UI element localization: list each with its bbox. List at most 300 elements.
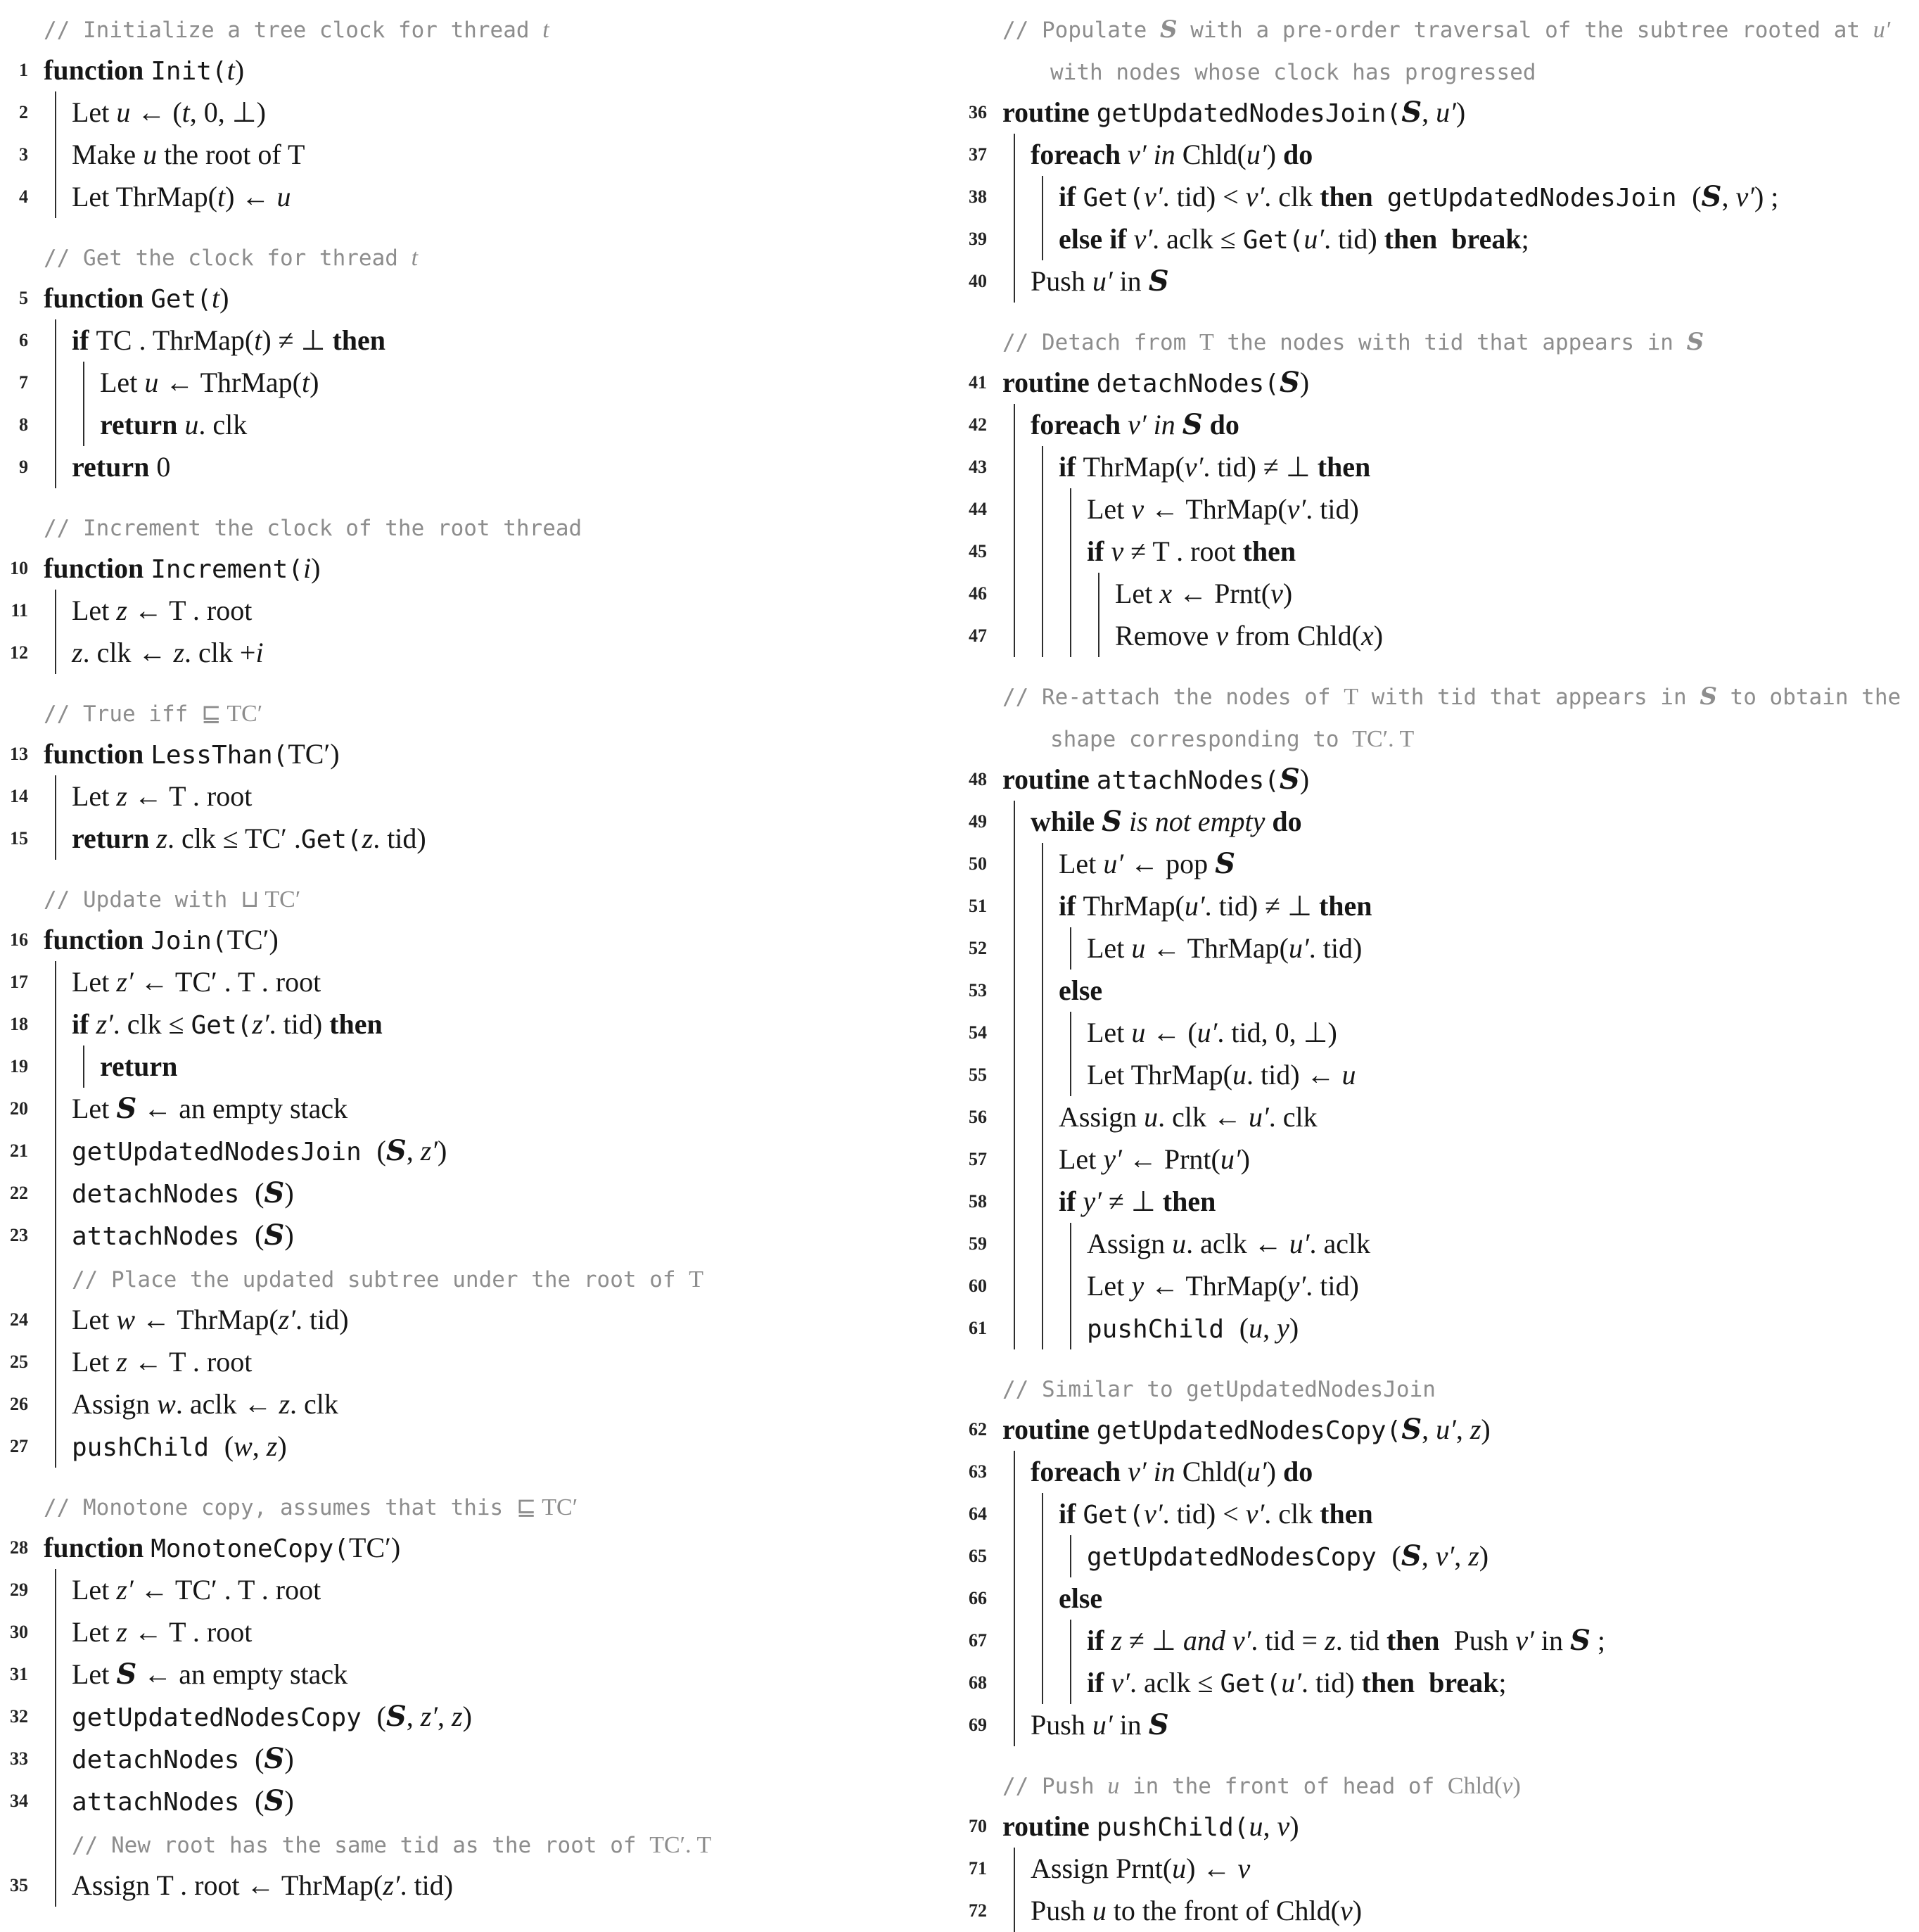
indent-rule — [1070, 1535, 1071, 1577]
code-text — [72, 319, 385, 362]
line-number: 17 — [10, 972, 28, 992]
indent-rule — [1014, 1307, 1015, 1349]
line-number: 5 — [19, 288, 28, 308]
line-number: 36 — [969, 102, 987, 122]
code-segment: . tid) ≠ ⊥ — [1203, 451, 1318, 483]
code-segment: z′ — [278, 1304, 295, 1335]
code-segment: // Similar to getUpdatedNodesJoin — [1002, 1377, 1436, 1402]
code-line — [959, 260, 1919, 303]
indent-rule — [55, 134, 56, 176]
code-segment: u′ — [1289, 1228, 1310, 1259]
code-line — [0, 1569, 957, 1611]
code-segment: Get( — [1083, 184, 1145, 212]
code-line — [959, 573, 1919, 615]
comment-line — [959, 49, 1919, 91]
indent-rule — [55, 961, 56, 1003]
code-segment: ) — [1282, 578, 1293, 609]
code-segment: u — [184, 409, 199, 440]
code-segment: else — [1059, 974, 1103, 1006]
line-number: 56 — [969, 1107, 987, 1127]
code-segment: u — [116, 96, 131, 128]
code-text — [72, 961, 321, 1003]
indent-rule — [1070, 1662, 1071, 1704]
code-segment: S — [1102, 805, 1123, 838]
code-segment: Assign — [72, 1388, 158, 1420]
code-segment: x — [1360, 620, 1374, 652]
code-segment: Assign Prnt( — [1031, 1852, 1173, 1884]
code-segment: Let — [72, 1093, 117, 1124]
code-line — [959, 927, 1919, 970]
code-text — [44, 49, 244, 93]
indent-rule — [1042, 1012, 1043, 1054]
indent-rule — [1070, 1012, 1071, 1054]
code-line — [959, 218, 1919, 260]
code-segment: . clk — [1268, 1101, 1318, 1133]
code-segment: ( — [376, 1135, 386, 1167]
code-segment: v′ — [1435, 1540, 1455, 1572]
code-segment: v′ — [1128, 1456, 1147, 1487]
code-segment: do — [1272, 806, 1302, 837]
code-segment: break — [1429, 1667, 1499, 1698]
code-segment: // Re-attach the nodes of — [1002, 685, 1344, 710]
code-segment: v — [1216, 620, 1229, 652]
code-segment: z — [1469, 1413, 1481, 1445]
comment-text — [44, 877, 300, 921]
indent-rule — [1042, 488, 1043, 530]
code-line — [959, 1620, 1919, 1662]
line-number: 26 — [10, 1394, 28, 1414]
code-segment: getUpdatedNodesJoin — [1386, 184, 1692, 212]
code-line — [0, 1003, 957, 1046]
code-segment: u — [1249, 1312, 1263, 1344]
code-segment: Get( — [1220, 1670, 1282, 1698]
indent-rule — [1042, 1223, 1043, 1265]
comment-text — [1050, 49, 1536, 94]
code-segment: ( — [255, 1743, 264, 1774]
code-segment: ← an empty stack — [136, 1658, 348, 1690]
code-segment: u — [1232, 1059, 1247, 1091]
code-segment: return — [72, 822, 157, 854]
code-segment: S — [1686, 328, 1704, 356]
code-segment: ) — [1266, 139, 1283, 170]
code-text — [1087, 927, 1362, 970]
line-number: 48 — [969, 769, 987, 789]
code-text — [1002, 1805, 1299, 1849]
code-segment: pushChild( — [1096, 1813, 1249, 1842]
line-number: 57 — [969, 1149, 987, 1169]
code-segment: // Push — [1002, 1774, 1108, 1799]
code-segment: . clk + — [184, 637, 256, 668]
code-segment: the nodes with tid that appears in — [1213, 330, 1687, 355]
code-segment: Init( — [151, 57, 227, 86]
code-segment: Let — [1115, 578, 1160, 609]
code-segment: u′ — [1197, 1017, 1218, 1048]
code-segment: ← T . root — [127, 1616, 253, 1648]
code-segment: then — [1242, 535, 1296, 567]
code-segment: z′ — [383, 1869, 400, 1901]
code-segment: . tid) ≠ ⊥ — [1204, 890, 1319, 922]
code-segment: ) — [284, 1743, 294, 1774]
code-segment: Let — [1059, 848, 1104, 879]
code-segment: ( — [255, 1177, 264, 1209]
code-segment: shape corresponding to — [1050, 727, 1353, 752]
indent-rule — [55, 632, 56, 674]
code-segment: ← ThrMap( — [1144, 493, 1287, 525]
comment-text — [1002, 674, 1901, 718]
indent-rule — [1014, 1223, 1015, 1265]
code-line — [0, 1864, 957, 1907]
indent-rule — [55, 1341, 56, 1383]
line-number: 22 — [10, 1183, 28, 1203]
indent-rule — [55, 1172, 56, 1214]
comment-text — [1050, 716, 1414, 761]
line-number: 35 — [10, 1875, 28, 1895]
code-segment: Get( — [151, 285, 212, 314]
code-segment: . clk — [1264, 1498, 1320, 1530]
code-segment: z — [156, 822, 167, 854]
code-segment: z′ — [252, 1008, 269, 1040]
code-line — [0, 1527, 957, 1569]
comment-line — [959, 674, 1919, 716]
code-segment: do — [1282, 1456, 1313, 1487]
indent-rule — [55, 1653, 56, 1696]
line-number: 18 — [10, 1014, 28, 1034]
code-segment: Push — [1439, 1625, 1516, 1656]
code-line — [0, 547, 957, 590]
code-segment: y′ — [1083, 1186, 1102, 1217]
code-segment: . aclk ← — [175, 1388, 279, 1420]
indent-rule — [1042, 970, 1043, 1012]
code-segment: Get( — [300, 825, 362, 854]
code-line — [959, 1805, 1919, 1848]
code-segment: v′ — [1111, 1667, 1130, 1698]
code-segment: . tid, 0, ⊥) — [1217, 1017, 1337, 1048]
code-segment: u — [1131, 1017, 1146, 1048]
code-segment: S — [1569, 1624, 1590, 1657]
indent-rule — [1042, 1138, 1043, 1181]
code-line — [0, 590, 957, 632]
indent-rule — [55, 404, 56, 446]
code-segment: ( — [1692, 181, 1702, 212]
code-segment: getUpdatedNodesCopy — [1087, 1543, 1392, 1572]
code-segment: Chld( — [1182, 139, 1247, 170]
code-segment: in — [1112, 1709, 1149, 1741]
line-number: 28 — [10, 1537, 28, 1558]
code-text — [1115, 573, 1292, 615]
code-segment: u′ — [1092, 265, 1113, 297]
code-segment: 0 — [156, 451, 171, 483]
indent-rule — [55, 1738, 56, 1780]
code-segment: detachNodes — [72, 1180, 255, 1209]
line-number: 69 — [969, 1715, 987, 1735]
code-segment: z — [362, 822, 374, 854]
indent-rule — [1014, 134, 1015, 176]
code-text — [72, 1003, 383, 1047]
code-text — [1002, 91, 1465, 135]
code-segment: z — [279, 1388, 291, 1420]
code-text — [1087, 1012, 1337, 1054]
line-number: 7 — [19, 372, 28, 393]
indent-rule — [55, 1046, 56, 1088]
line-number: 63 — [969, 1461, 987, 1482]
indent-rule — [1042, 1096, 1043, 1138]
code-segment: , — [1454, 1540, 1469, 1572]
code-line — [0, 134, 957, 176]
line-number: 70 — [969, 1816, 987, 1836]
code-segment: ← pop — [1123, 848, 1216, 879]
code-segment: ( — [1239, 1312, 1249, 1344]
code-segment — [1437, 223, 1451, 255]
code-segment: u′ — [1103, 848, 1124, 879]
line-number: 60 — [969, 1276, 987, 1296]
code-segment: Let — [72, 1304, 117, 1335]
code-segment: if — [1059, 1186, 1083, 1217]
code-segment: routine — [1002, 367, 1097, 398]
code-line — [0, 1341, 957, 1383]
code-segment: ( — [376, 1701, 386, 1732]
line-number: 16 — [10, 929, 28, 950]
code-segment: function — [44, 738, 151, 770]
code-segment: to the front of Chld( — [1106, 1895, 1340, 1926]
indent-rule — [1014, 1054, 1015, 1096]
code-segment: in — [1146, 409, 1182, 440]
code-segment: v′ — [1245, 1498, 1265, 1530]
code-segment: z′ — [96, 1008, 113, 1040]
indent-rule — [55, 775, 56, 818]
indent-rule — [1042, 1662, 1043, 1704]
code-text — [1087, 1662, 1507, 1705]
indent-rule — [1098, 615, 1099, 657]
indent-rule — [1042, 843, 1043, 885]
line-number: 9 — [19, 457, 28, 477]
code-segment: . tid) < — [1162, 181, 1246, 212]
code-segment: getUpdatedNodesCopy — [72, 1703, 377, 1732]
code-segment: function — [44, 1532, 151, 1563]
line-number: 4 — [19, 186, 28, 207]
code-segment: , — [1421, 1540, 1436, 1572]
code-line — [959, 1451, 1919, 1493]
code-segment: u′ — [1220, 1143, 1241, 1175]
code-line — [0, 277, 957, 319]
comment-text — [72, 1822, 711, 1867]
code-segment: then — [1320, 1498, 1373, 1530]
code-text — [44, 733, 340, 777]
code-line — [959, 91, 1919, 134]
code-segment: ) — [1479, 1540, 1489, 1572]
code-segment: ) — [1299, 763, 1310, 795]
code-line — [959, 758, 1919, 801]
line-number: 64 — [969, 1504, 987, 1524]
code-segment: ← an empty stack — [136, 1093, 348, 1124]
code-segment: foreach — [1031, 139, 1128, 170]
indent-rule — [55, 91, 56, 134]
code-segment: S — [1148, 265, 1169, 298]
code-segment: if — [1087, 1667, 1111, 1698]
line-number: 21 — [10, 1140, 28, 1161]
comment-line — [959, 7, 1919, 49]
code-segment: foreach — [1031, 409, 1128, 440]
code-segment: foreach — [1031, 1456, 1128, 1487]
code-segment: v — [1339, 1895, 1353, 1926]
code-segment: . aclk ≤ — [1152, 223, 1243, 255]
code-segment: z — [266, 1430, 278, 1462]
code-segment: S — [1182, 408, 1203, 441]
code-line — [0, 1780, 957, 1822]
code-segment: ) — [1455, 96, 1466, 128]
indent-rule — [55, 1864, 56, 1907]
code-segment: ) ← — [1186, 1852, 1238, 1884]
code-segment: , — [1721, 181, 1736, 212]
code-segment: u — [1144, 1101, 1159, 1133]
indent-rule — [55, 1383, 56, 1425]
comment-line — [959, 716, 1919, 758]
code-segment: . tid) — [400, 1869, 454, 1901]
code-text — [44, 919, 279, 962]
code-line — [959, 615, 1919, 657]
code-segment: S — [1215, 847, 1235, 880]
line-number: 30 — [10, 1622, 28, 1642]
code-text — [1087, 1535, 1488, 1579]
code-text — [72, 1383, 338, 1425]
code-text — [1059, 1096, 1318, 1138]
line-number: 45 — [969, 541, 987, 561]
code-segment: pushChild — [1087, 1315, 1239, 1344]
code-segment: Let — [72, 1574, 117, 1606]
code-text — [1031, 1890, 1362, 1932]
code-segment: . clk ≤ TC′ . — [167, 822, 301, 854]
code-text — [72, 1780, 294, 1824]
code-segment: ) — [1352, 1895, 1363, 1926]
code-segment: T — [1344, 684, 1359, 710]
line-number: 41 — [969, 372, 987, 393]
indent-rule — [1014, 843, 1015, 885]
code-segment: t — [301, 367, 310, 398]
comment-text — [44, 7, 549, 51]
code-segment: with nodes whose clock has progressed — [1050, 60, 1536, 85]
code-segment: then — [332, 324, 386, 356]
code-segment: v′ — [1144, 1498, 1163, 1530]
indent-rule — [55, 176, 56, 218]
code-segment: z′ — [116, 1574, 134, 1606]
code-line — [0, 1696, 957, 1738]
code-text — [72, 1738, 294, 1781]
code-segment: with tid that appears in — [1358, 685, 1700, 710]
code-segment: in — [1146, 1456, 1182, 1487]
code-segment: w — [116, 1304, 135, 1335]
code-segment: break — [1451, 223, 1522, 255]
indent-rule — [1042, 1493, 1043, 1535]
code-segment: ) — [277, 1430, 287, 1462]
indent-rule — [1042, 446, 1043, 488]
code-segment: Let — [72, 1658, 117, 1690]
code-segment: pushChild — [72, 1433, 224, 1462]
code-segment: , — [406, 1701, 421, 1732]
code-segment: ← Prnt( — [1172, 578, 1271, 609]
indent-rule — [1014, 1493, 1015, 1535]
comment-text — [44, 235, 418, 279]
code-line — [0, 1130, 957, 1172]
indent-rule — [1042, 615, 1043, 657]
code-text — [1087, 1054, 1356, 1096]
comment-text — [44, 691, 262, 735]
code-segment: w — [157, 1388, 176, 1420]
code-segment: . tid) — [373, 822, 426, 854]
code-segment: routine — [1002, 1810, 1097, 1842]
indent-rule — [1014, 615, 1015, 657]
code-segment: // Place the updated subtree under the root of — [72, 1267, 689, 1292]
code-segment: then — [1320, 181, 1373, 212]
comment-text — [44, 1485, 578, 1529]
code-segment — [1415, 1667, 1429, 1698]
code-segment: T — [1199, 329, 1214, 355]
code-segment: . tid) — [269, 1008, 330, 1040]
code-segment: ) — [1289, 1312, 1299, 1344]
code-segment: detachNodes( — [1096, 369, 1280, 398]
code-segment: . tid) — [1308, 932, 1363, 964]
code-segment: ← ThrMap( — [135, 1304, 279, 1335]
line-number: 62 — [969, 1419, 987, 1440]
code-segment: then — [1317, 451, 1371, 483]
indent-rule — [1070, 615, 1071, 657]
line-number: 54 — [969, 1022, 987, 1043]
code-segment: // New root has the same tid as the root of — [72, 1833, 650, 1858]
code-line — [959, 1704, 1919, 1746]
line-number: 52 — [969, 938, 987, 958]
code-segment: TC′. T — [1352, 726, 1415, 752]
code-segment: v′ — [1245, 181, 1265, 212]
code-segment: if — [72, 324, 96, 356]
code-segment: w — [234, 1430, 253, 1462]
code-segment: else — [1059, 1582, 1103, 1614]
code-text — [1087, 1307, 1299, 1351]
code-segment: u′ — [1436, 1413, 1456, 1445]
code-segment: z′ — [420, 1135, 438, 1167]
code-segment: , 0, ⊥) — [189, 96, 266, 128]
line-number: 53 — [969, 980, 987, 1000]
code-segment: z — [116, 780, 127, 812]
indent-rule — [55, 1003, 56, 1046]
code-segment: , — [1263, 1312, 1277, 1344]
code-segment: ≠ ⊥ — [1101, 1186, 1163, 1217]
code-text — [1002, 362, 1309, 405]
code-text — [72, 91, 266, 134]
code-text — [1059, 446, 1370, 488]
code-segment: ← ThrMap( — [158, 367, 302, 398]
code-text — [72, 176, 291, 218]
code-text — [1087, 1620, 1605, 1662]
code-segment: S — [116, 1658, 137, 1691]
code-text — [72, 775, 252, 818]
code-segment: TC′) — [227, 924, 279, 955]
code-text — [1087, 530, 1296, 573]
code-text — [72, 1696, 472, 1739]
code-segment: Join( — [151, 927, 227, 955]
code-segment: Assign — [1087, 1228, 1173, 1259]
code-segment: return — [72, 451, 157, 483]
code-line — [959, 404, 1919, 446]
code-line — [0, 1214, 957, 1257]
line-number: 6 — [19, 330, 28, 350]
code-segment: v — [1502, 1773, 1513, 1799]
code-segment: ← Prnt( — [1121, 1143, 1220, 1175]
comment-line — [959, 1763, 1919, 1805]
code-segment: in — [1146, 139, 1182, 170]
indent-rule — [55, 1130, 56, 1172]
code-segment: Let — [1087, 493, 1132, 525]
line-number: 66 — [969, 1588, 987, 1608]
code-segment: MonotoneCopy( — [151, 1534, 350, 1563]
code-line — [959, 970, 1919, 1012]
